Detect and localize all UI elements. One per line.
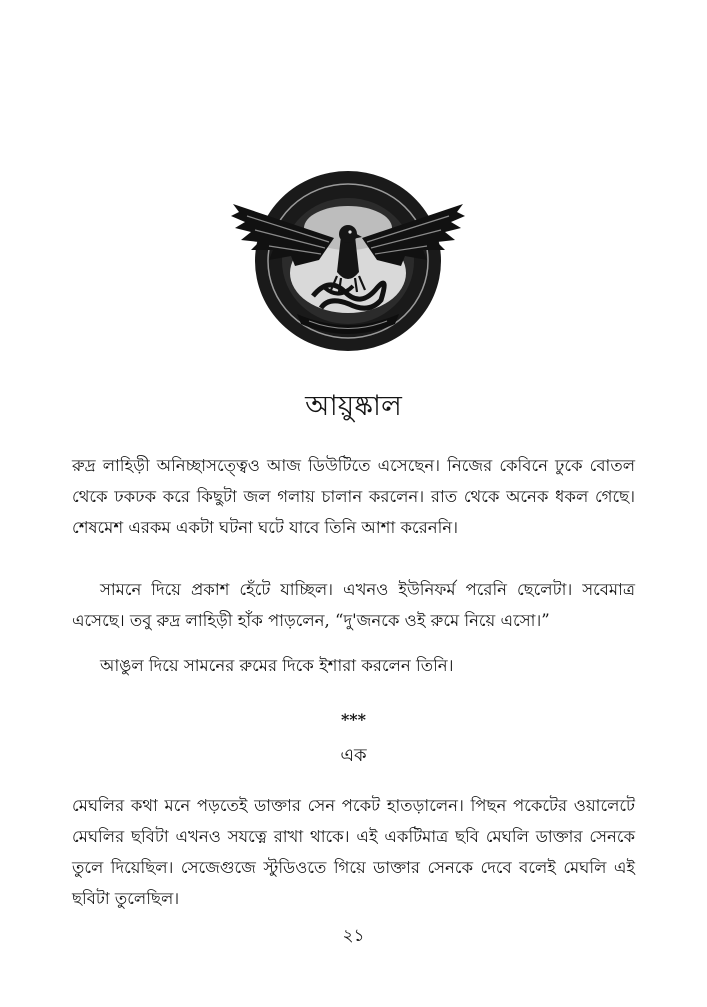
- chapter-title: আয়ুষ্কাল: [305, 389, 402, 422]
- body-paragraph: আঙুল দিয়ে সামনের রুমের দিকে ইশারা করলেন তিনি।: [100, 656, 454, 675]
- section-heading: এক: [340, 745, 367, 766]
- body-paragraph: সামনে দিয়ে প্রকাশ হেঁটে যাচ্ছিল। এখনও ইউনিফর্ম পরেনি ছেলেটা। সবেমাত্র এসেছে। তবু রুদ্র লাহিড়ী হাঁক পাড়লেন, “দু'জনকে ওই রুমে নিয়ে এসো।”: [72, 580, 635, 630]
- body-paragraph: রুদ্র লাহিড়ী অনিচ্ছাসত্ত্বেও আজ ডিউটিতে এসেছেন। নিজের কেবিনে ঢুকে বোতল থেকে ঢকঢক করে কিছুটা জল গলায় চালান করলেন। রাত থেকে অনেক ধকল গেছে। শেষমেশ এরকম একটা ঘটনা ঘটে যাবে তিনি আশা করেননি।: [72, 456, 635, 537]
- page-number: ২১: [342, 926, 365, 946]
- section-separator: ***: [340, 710, 367, 729]
- body-paragraph: মেঘলির কথা মনে পড়তেই ডাক্তার সেন পকেট হাতড়ালেন। পিছন পকেটের ওয়ালেটে মেঘলির ছবিটা এখনও সযত্নে রাখা থাকে। এই একটিমাত্র ছবি মেঘলি ডাক্তার সেনকে তুলে দিয়েছিল। সেজেগুজে স্টুডিওতে গিয়ে ডাক্তার সেনকে দেবে বলেই মেঘলি এই ছবিটা তুলেছিল।: [72, 796, 635, 908]
- eagle-serpent-emblem-icon: [229, 168, 467, 354]
